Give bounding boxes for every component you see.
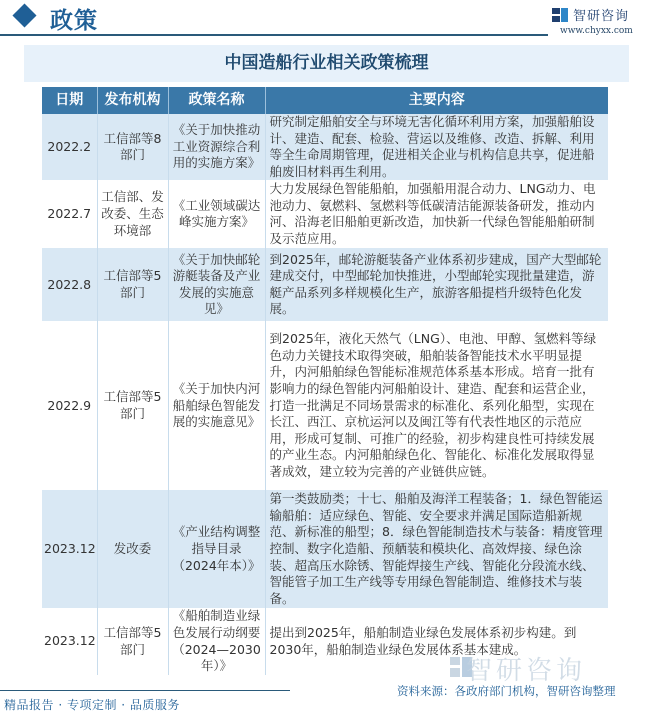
column-header-date: 日期 — [42, 87, 97, 114]
cell-policy: 《关于加快内河船舶绿色智能发展的实施意见》 — [168, 321, 265, 490]
cell-policy: 《关于加快推动工业资源综合利用的实施方案》 — [168, 114, 265, 180]
title-band — [24, 45, 629, 82]
cell-policy: 《关于加快邮轮游艇装备及产业发展的实施意见》 — [168, 248, 265, 321]
table-row — [42, 248, 608, 321]
brand-logo-icon — [552, 8, 568, 22]
column-header-content: 主要内容 — [265, 87, 608, 114]
cell-policy: 《船舶制造业绿色发展行动纲要（2024—2030年）》 — [168, 608, 265, 674]
cell-agency: 发改委 — [97, 490, 168, 608]
watermark-text: 智研咨询 — [466, 656, 587, 686]
table-header-row — [42, 87, 608, 114]
header-divider — [0, 34, 548, 36]
table-row — [42, 321, 608, 490]
policy-table — [42, 87, 608, 675]
cell-policy: 《工业领域碳达峰实施方案》 — [168, 180, 265, 248]
table-row — [42, 180, 608, 248]
table-row — [42, 114, 608, 180]
table-row — [42, 490, 608, 608]
cell-agency: 工信部、发改委、生态环境部 — [97, 180, 168, 248]
cell-agency: 工信部等8部门 — [97, 114, 168, 180]
cell-content: 研究制定船舶安全与环境无害化循环利用方案，加强船舶设计、建造、配套、检验、营运以及维修、改造、拆解、利用等全生命周期管理，促进相关企业与机构信息共享，促进船舶废旧材料再生利用。 — [265, 114, 608, 180]
column-header-agency: 发布机构 — [97, 87, 168, 114]
cell-content: 到2025年，邮轮游艇装备产业体系初步建成，国产大型邮轮建成交付，中型邮轮加快推进，小型邮轮实现批量建造，游艇产品系列多样规模化生产，旅游客船提档升级特色化发展。 — [265, 248, 608, 321]
source-note: 资料来源：各政府部门机构，智研咨询整理 — [397, 684, 616, 698]
brand-name: 智研咨询 — [573, 9, 630, 24]
brand-logo-group — [552, 5, 629, 24]
cell-agency: 工信部等5部门 — [97, 248, 168, 321]
cell-policy: 《产业结构调整指导目录（2024年本）》 — [168, 490, 265, 608]
cell-content: 到2025年，液化天然气（LNG）、电池、甲醇、氢燃料等绿色动力关键技术取得突破，船舶装备智能技术水平明显提升，内河船舶绿色智能标准规范体系基本形成。培育一批有影响力的绿色智能内河船舶设计、建造、配套和运营企业，打造一批满足不同场景需求的标准化、系列化船型，实现在长江、西江、京杭运河以及闽江等有代表性地区的示范应用，形成可复制、可推广的经验，初步构建良性可持续发展的产业生态。内河船舶绿色化、智能化、标准化发展取得显著成效，建立较为完善的产业链供应链。 — [265, 321, 608, 490]
cell-date: 2022.7 — [42, 180, 97, 248]
cell-content: 第一类鼓励类；十七、船舶及海洋工程装备；1．绿色智能运输船舶：适应绿色、智能、安全要求并满足国际造船新规范、新标准的船型；8．绿色智能制造技术与装备：精度管理控制、数字化造船、预舾装和模块化、高效焊接、绿色涂装、超高压水除锈、智能焊接生产线、智能化分段流水线、智能管子加工生产线等专用绿色智能制造、维修技术与装备。 — [265, 490, 608, 608]
cell-content: 大力发展绿色智能船舶，加强船用混合动力、LNG动力、电池动力、氨燃料、氢燃料等低碳清洁能源装备研发，推动内河、沿海老旧船舶更新改造，加快新一代绿色智能船舶研制及示范应用。 — [265, 180, 608, 248]
cell-date: 2022.8 — [42, 248, 97, 321]
cell-content: 提出到2025年，船舶制造业绿色发展体系初步构建。到2030年，船舶制造业绿色发展体系基本建成。 — [265, 608, 608, 674]
top-bar — [0, 0, 653, 40]
cell-date: 2023.12 — [42, 490, 97, 608]
diamond-bullet-icon — [12, 3, 36, 27]
cell-date: 2023.12 — [42, 608, 97, 674]
table-title: 中国造船行业相关政策梳理 — [224, 53, 429, 73]
cell-date: 2022.9 — [42, 321, 97, 490]
cell-agency: 工信部等5部门 — [97, 608, 168, 674]
section-title: 政策 — [50, 7, 98, 34]
cell-agency: 工信部等5部门 — [97, 321, 168, 490]
footer-slogan: 精品报告 · 专项定制 · 品质服务 — [4, 698, 180, 712]
brand-url: www.chyxx.com — [560, 26, 633, 36]
column-header-policy: 政策名称 — [168, 87, 265, 114]
footer-divider — [0, 690, 290, 691]
cell-date: 2022.2 — [42, 114, 97, 180]
